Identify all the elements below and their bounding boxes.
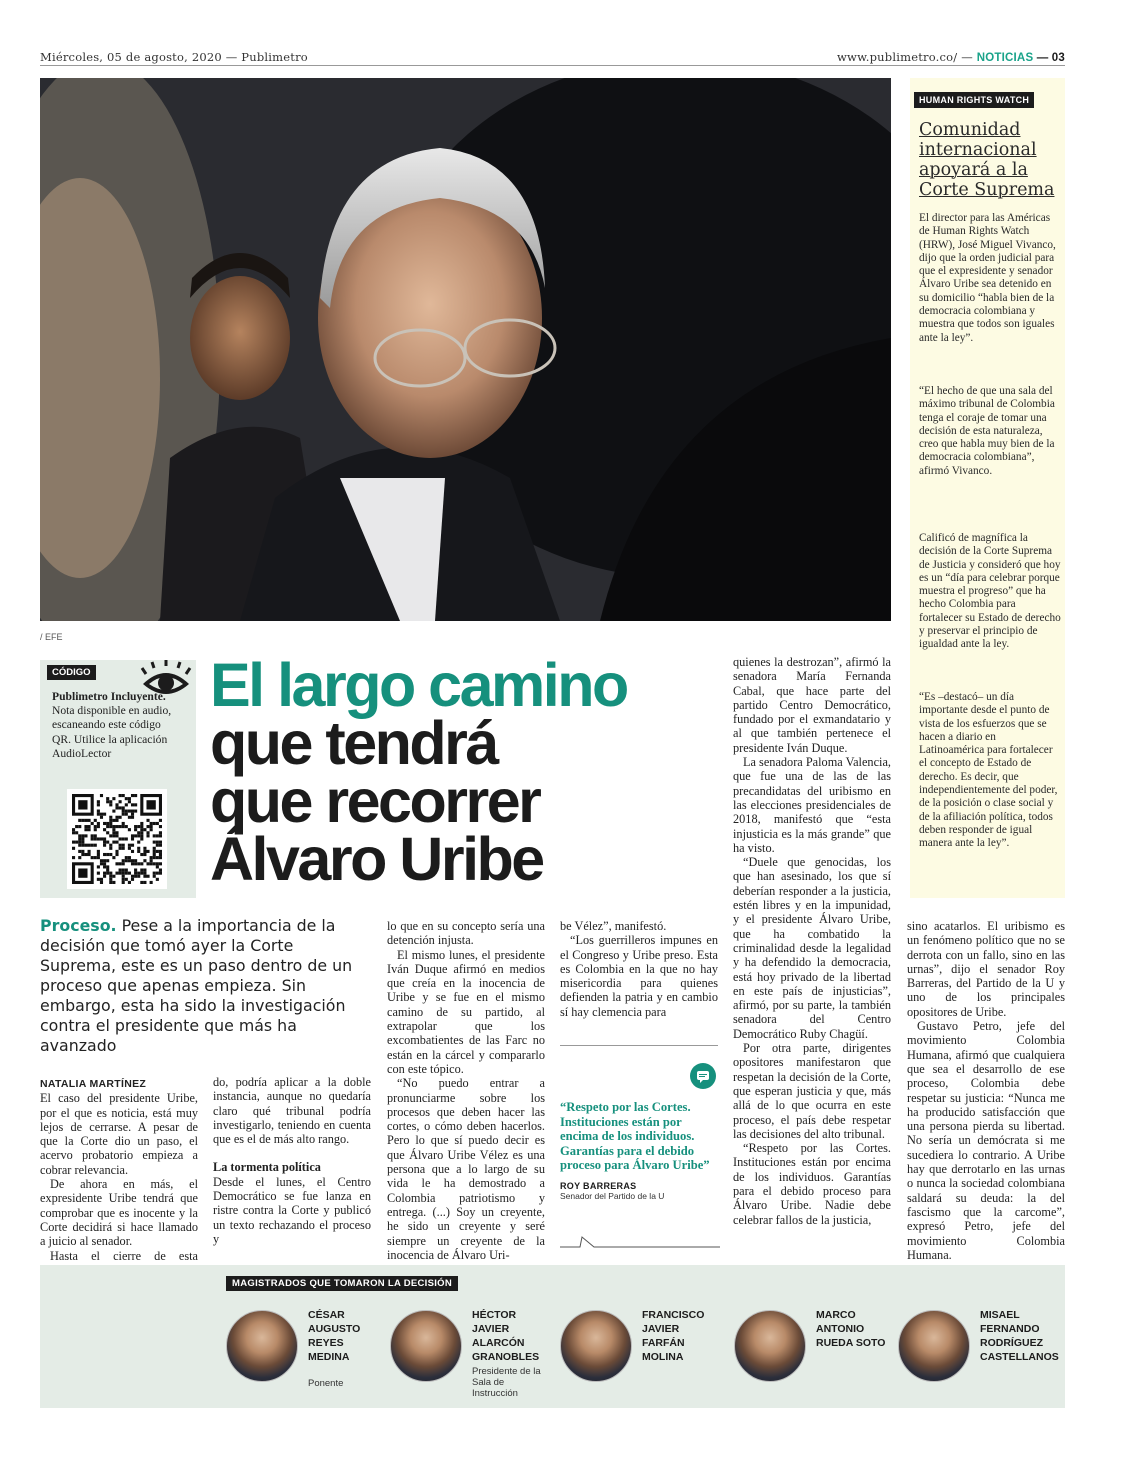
- code-tag: CÓDIGO: [47, 665, 96, 680]
- article-paragraph: “Los guerrilleros impunes en el Congreso y Uribe preso. Esta es Colombia en la que no hay misericordia para quienes defienden la patria y en cambio sí hay clemencia para: [560, 933, 718, 1019]
- article-paragraph: lo que en su concepto sería una detención injusta.: [387, 919, 545, 948]
- article-column: [387, 919, 545, 1262]
- quote-author: ROY BARRERAS: [560, 1180, 637, 1191]
- article-paragraph: “Respeto por las Cortes. Instituciones están por encima de los individuos. Garantías para el debido proceso para Álvaro Uribe. Nadie debe celebrar fallos de la justicia,: [733, 1141, 891, 1227]
- article-column: [907, 919, 1065, 1262]
- magistrate-card: [734, 1310, 904, 1410]
- article-paragraph: Gustavo Petro, jefe del movimiento Colombia Humana, afirmó que cualquiera que sea el desarrollo de ese proceso, Colombia debe respetar su justicia: “Nunca me ha producido satisfacción que una persona pierda su libertad. No sería un demócrata si me sucediera lo contrario. A Uribe hay que derrotarlo en las urnas o nunca la sociedad colombiana saldará su deuda: la del fascismo que la carcome”, expresó Petro, jefe del movimiento Colombia Humana.: [907, 1019, 1065, 1262]
- sidebar-paragraph: Calificó de magnífica la decisión de la Corte Suprema de Justicia y consideró que hoy es un “día para celebrar porque muestra el progreso” que ha hecho Colombia para fortalecer su Estado de derecho y preservar el principio de igualdad ante la ley.: [919, 532, 1061, 651]
- headline-line: El largo camino: [210, 651, 627, 719]
- quote-rule: [560, 1045, 718, 1046]
- byline: NATALIA MARTÍNEZ: [40, 1078, 147, 1090]
- article-paragraph: La senadora Paloma Valencia, que fue una de las de las precandidatas del uribismo en las elecciones presidenciales de 2018, manifestó que “esta injusticia es la más grande” que ha visto.: [733, 755, 891, 855]
- headline-line: que tendrá: [210, 709, 497, 777]
- magistrate-role: Ponente: [308, 1378, 344, 1389]
- magistrate-name: HÉCTOR JAVIER ALARCÓN GRANOBLES: [472, 1309, 540, 1363]
- page-date-line: Miércoles, 05 de agosto, 2020 — Publimetro: [40, 50, 308, 64]
- article-paragraph: Por otra parte, dirigentes opositores manifestaron que respetan la decisión de la Corte, que esperan justicia y que, más allá de lo que ocurra en este proceso, el país debe respetar las decisiones del alto tribunal.: [733, 1041, 891, 1141]
- article-paragraph: sino acatarlos. El uribismo es un fenómeno político que no se derrota con un fallo, sino en las urnas”, dijo el senador Roy Barreras, del Partido de la U y uno de los principales opositores de Uribe.: [907, 919, 1065, 1019]
- qr-code[interactable]: [67, 789, 167, 889]
- article-paragraph: Hasta el cierre de esta: [50, 1248, 198, 1263]
- sidebar-paragraph: El director para las Américas de Human Rights Watch (HRW), José Miguel Vivanco, dijo que la orden judicial para que el expresidente y senador Álvaro Uribe sea detenido en su domicilio “habla bien de la democracia colombiana y muestra que todos son iguales ante la ley”.: [919, 212, 1056, 344]
- magistrate-name: FRANCISCO JAVIER FARFÁN MOLINA: [642, 1309, 705, 1363]
- sidebar-paragraph: “El hecho de que una sala del máximo tribunal de Colombia tenga el coraje de tomar una decisión de esta naturaleza, creo que habla muy bien de la democracia colombiana”, afirmó Vivanco.: [919, 385, 1055, 477]
- speech-bubble-icon: [690, 1063, 716, 1089]
- magistrate-avatar: [226, 1310, 298, 1382]
- magistrate-card: [226, 1310, 396, 1410]
- headline: [210, 651, 710, 893]
- magistrate-name: CÉSAR AUGUSTO REYES MEDINA: [308, 1309, 361, 1363]
- magistrate-avatar: [390, 1310, 462, 1382]
- lede-text: Pese a la importancia de la decisión que tomó ayer la Corte Suprema, este es un paso dentro de un proceso que apenas empieza. Sin embargo, esta ha sido la investigación contra el presidente que más ha avanzado: [40, 916, 353, 1055]
- article-paragraph: “No puedo entrar a pronunciarme sobre los procesos que deben hacer las cortes, o cómo deben hacerlos. Pero lo que sí puedo decir es que Álvaro Uribe Vélez es una persona que a lo largo de su vida le ha demostrado a Colombia patriotismo y entrega. (...) Soy un creyente, he sido un creyente y seré siempre un creyente de la inocencia de Álvaro Uri-: [387, 1076, 545, 1262]
- lede: [40, 916, 370, 1056]
- magistrate-avatar: [560, 1310, 632, 1382]
- sidebar-tag: HUMAN RIGHTS WATCH: [914, 92, 1034, 108]
- quote-end-rule: [560, 1233, 720, 1251]
- sidebar-paragraph: “Es –destacó– un día importante desde el punto de vista de los esfuerzos que se hacen a diario en Latinoamérica para fortalecer el concepto de Estado de derecho. Es decir, que independientemente del poder, de la posición o clase social y de la afiliación política, todos deben responder de igual manera ante la ley”.: [919, 691, 1058, 850]
- main-photo: [40, 78, 891, 621]
- sidebar-headline[interactable]: Comunidad internacional apoyará a la Corte Suprema: [919, 120, 1055, 200]
- magistrates-tag: MAGISTRADOS QUE TOMARON LA DECISIÓN: [226, 1276, 458, 1291]
- article-paragraph: El caso del presidente Uribe, por el que es noticia, está muy lejos de cerrarse. A pesar de que la Corte dio un paso, el acervo probatorio empieza a cobrar relevancia.: [40, 1091, 198, 1177]
- article-paragraph: quienes la destrozan”, afirmó la senadora María Fernanda Cabal, que hace parte del partido Centro Democrático, fundado por el exmandatario y al que también pertenece el presidente Iván Duque.: [733, 655, 891, 755]
- code-text: Nota disponible en audio, escaneando este código QR. Utilice la aplicación AudioLector: [52, 704, 172, 760]
- qr-pattern: [72, 794, 162, 884]
- lede-label: Proceso.: [40, 916, 117, 935]
- article-paragraph: be Vélez”, manifestó.: [560, 919, 667, 933]
- subheading: La tormenta política: [213, 1160, 321, 1175]
- article-paragraph: Desde el lunes, el Centro Democrático se fue lanza en ristre contra la Corte y publicó un texto rechazando el proceso y: [213, 1174, 371, 1246]
- quote-author-role: Senador del Partido de la U: [560, 1190, 665, 1201]
- photo-illustration: [40, 78, 891, 621]
- article-paragraph: El mismo lunes, el presidente Iván Duque afirmó en medios que creía en la inocencia de Uribe y se fue en el mismo camino de su partido, al extrapolar que los excombatientes de las Farc no están en la cárcel y compararlo con este tópico.: [387, 947, 545, 1076]
- code-description: [52, 690, 182, 761]
- code-title: Publimetro Incluyente.: [52, 690, 166, 703]
- pull-quote: [560, 1100, 720, 1201]
- magistrate-card: [560, 1310, 730, 1410]
- article-column: [560, 919, 718, 1019]
- quote-text: “Respeto por las Cortes. Instituciones están por encima de los individuos. Garantías para el debido proceso para Álvaro Uribe”: [560, 1100, 710, 1173]
- article-paragraph: do, podría aplicar a la doble instancia, aunque no quedaría claro qué tribunal podría investigarlo, teniendo en cuenta que es el de más alto rango.: [213, 1075, 371, 1147]
- headline-line: que recorrer: [210, 767, 540, 835]
- site-url[interactable]: www.publimetro.co/ —: [837, 50, 977, 64]
- page-number: — 03: [1033, 52, 1065, 64]
- magistrate-name: MARCO ANTONIO RUEDA SOTO: [816, 1309, 886, 1349]
- section-name: NOTICIAS: [976, 52, 1034, 64]
- article-paragraph: “Duele que genocidas, los que han asesinado, los que sí deberían responder a la justicia, estén libres y en la impunidad, y el presidente Álvaro Uribe, que ha combatido la criminalidad desde la legalidad y ha defendido la democracia, está hoy privado de la libertad en este país de injusticias”, afirmó, por su parte, la también senadora del Centro Democrático Ruby Chagüí.: [733, 855, 891, 1041]
- magistrate-avatar: [898, 1310, 970, 1382]
- page-section-line: [837, 50, 1065, 64]
- magistrate-role: Presidente de la Sala de Instrucción: [472, 1366, 541, 1399]
- article-column: [733, 655, 891, 1227]
- header-rule: [40, 65, 1065, 66]
- article-column: [213, 1075, 371, 1246]
- headline-line: Álvaro Uribe: [210, 825, 543, 893]
- photo-credit: / EFE: [40, 632, 63, 642]
- magistrate-card: [390, 1310, 560, 1410]
- magistrate-avatar: [734, 1310, 806, 1382]
- article-paragraph: De ahora en más, el expresidente Uribe tendrá que comprobar que es inocente y la Corte decidirá si hace llamado a juicio al senador.: [40, 1177, 198, 1249]
- magistrate-name: MISAEL FERNANDO RODRÍGUEZ CASTELLANOS: [980, 1309, 1059, 1363]
- magistrate-card: [898, 1310, 1068, 1410]
